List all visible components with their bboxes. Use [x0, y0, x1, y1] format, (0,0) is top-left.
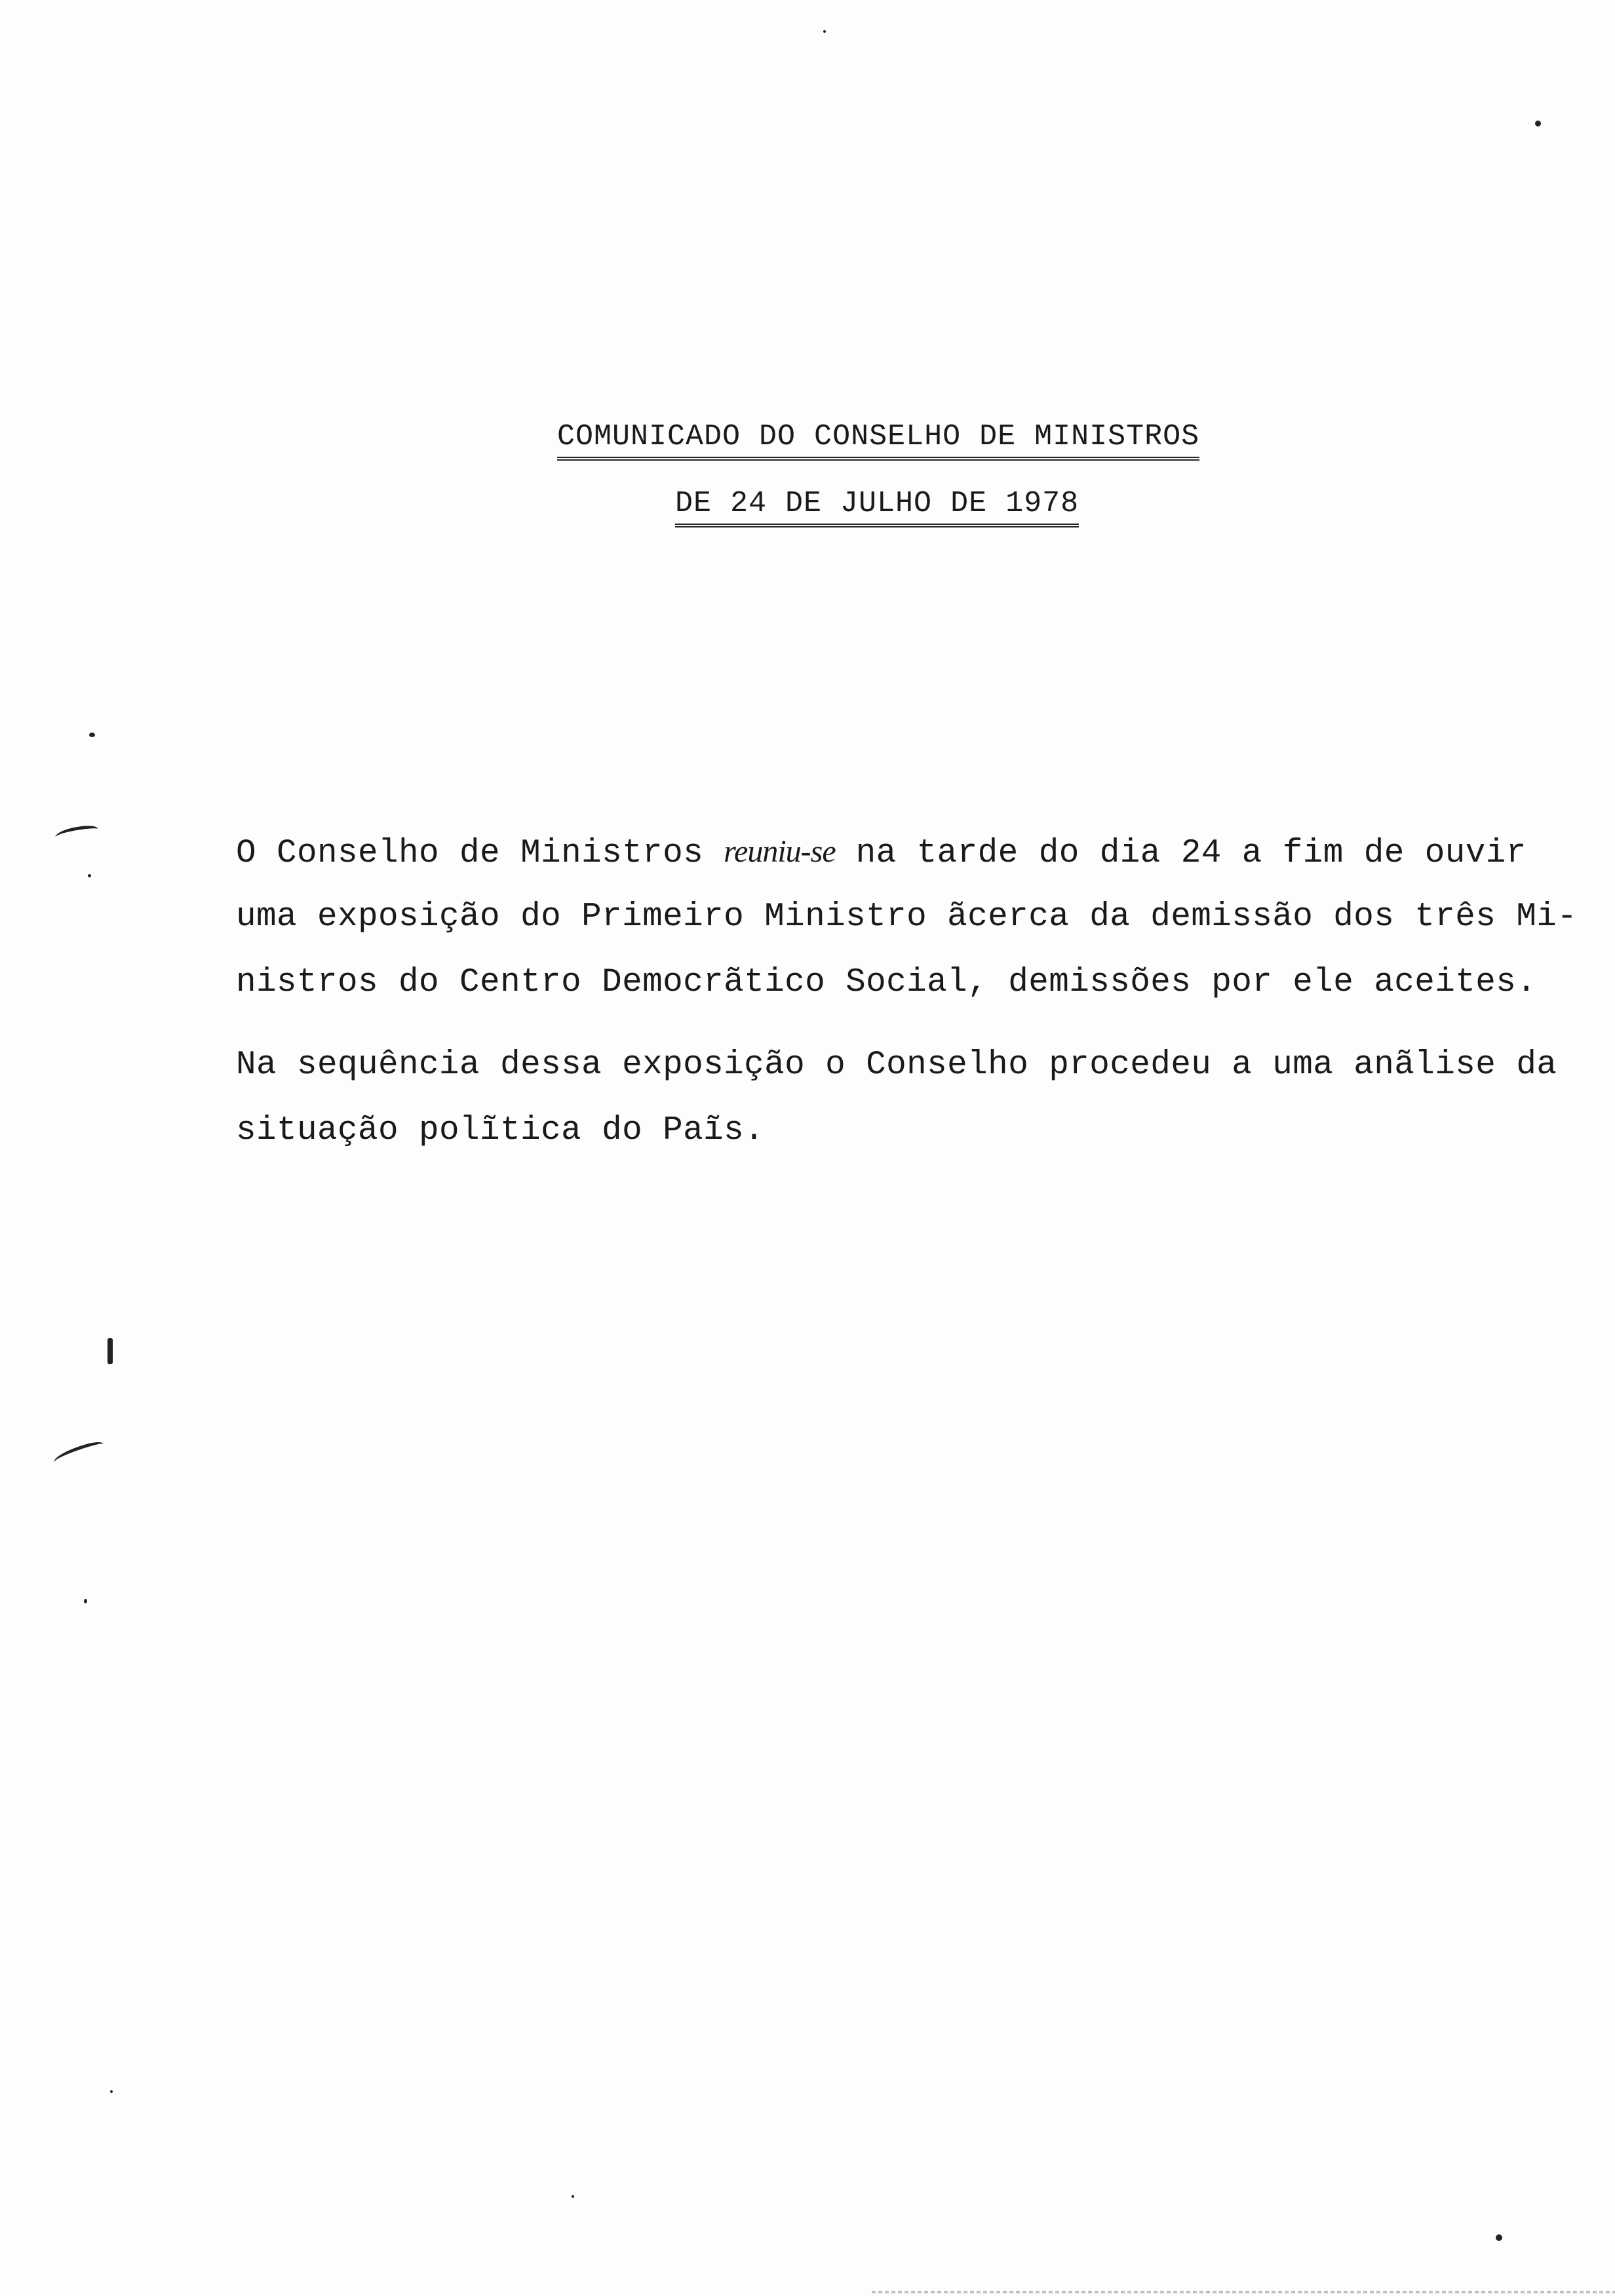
punch-hole-mark: [52, 1439, 106, 1467]
paragraph-2-line-1: Na sequência dessa exposição o Conselho procedeu a uma anãlise da: [236, 1046, 1557, 1084]
scan-speck: [110, 2090, 113, 2093]
scan-edge: [872, 2291, 1615, 2293]
scan-speck: [84, 1599, 87, 1603]
scan-speck: [823, 30, 826, 33]
scan-speck: [572, 2195, 574, 2198]
punch-hole-mark: [54, 824, 99, 842]
scan-speck: [1535, 121, 1541, 126]
scan-speck: [1496, 2234, 1502, 2241]
handwritten-correction: reuniu-se: [724, 834, 836, 869]
title-line-2: [675, 489, 1079, 527]
title-text-2: DE 24 DE JULHO DE 1978: [675, 489, 1079, 527]
paragraph-1-line-3: nistros do Centro Democrãtico Social, demissões por ele aceites.: [236, 964, 1537, 1001]
paragraph-1-line-1-start: O Conselho de Ministros: [236, 835, 724, 872]
paragraph-2-line-2: situação polĩtica do Paĩs.: [236, 1112, 765, 1149]
title-line-1: [557, 422, 1199, 461]
title-text-1: COMUNICADO DO CONSELHO DE MINISTROS: [557, 422, 1199, 461]
paragraph-1-line-2: uma exposição do Primeiro Ministro ãcerca da demissão dos três Mi-: [236, 898, 1578, 936]
scan-speck: [107, 1338, 113, 1364]
scan-speck: [89, 733, 95, 737]
paragraph-1-line-1-end: na tarde do dia 24 a fim de ouvir: [835, 835, 1527, 872]
scan-speck: [88, 874, 91, 877]
paragraph-1-line-1: [236, 836, 1527, 870]
